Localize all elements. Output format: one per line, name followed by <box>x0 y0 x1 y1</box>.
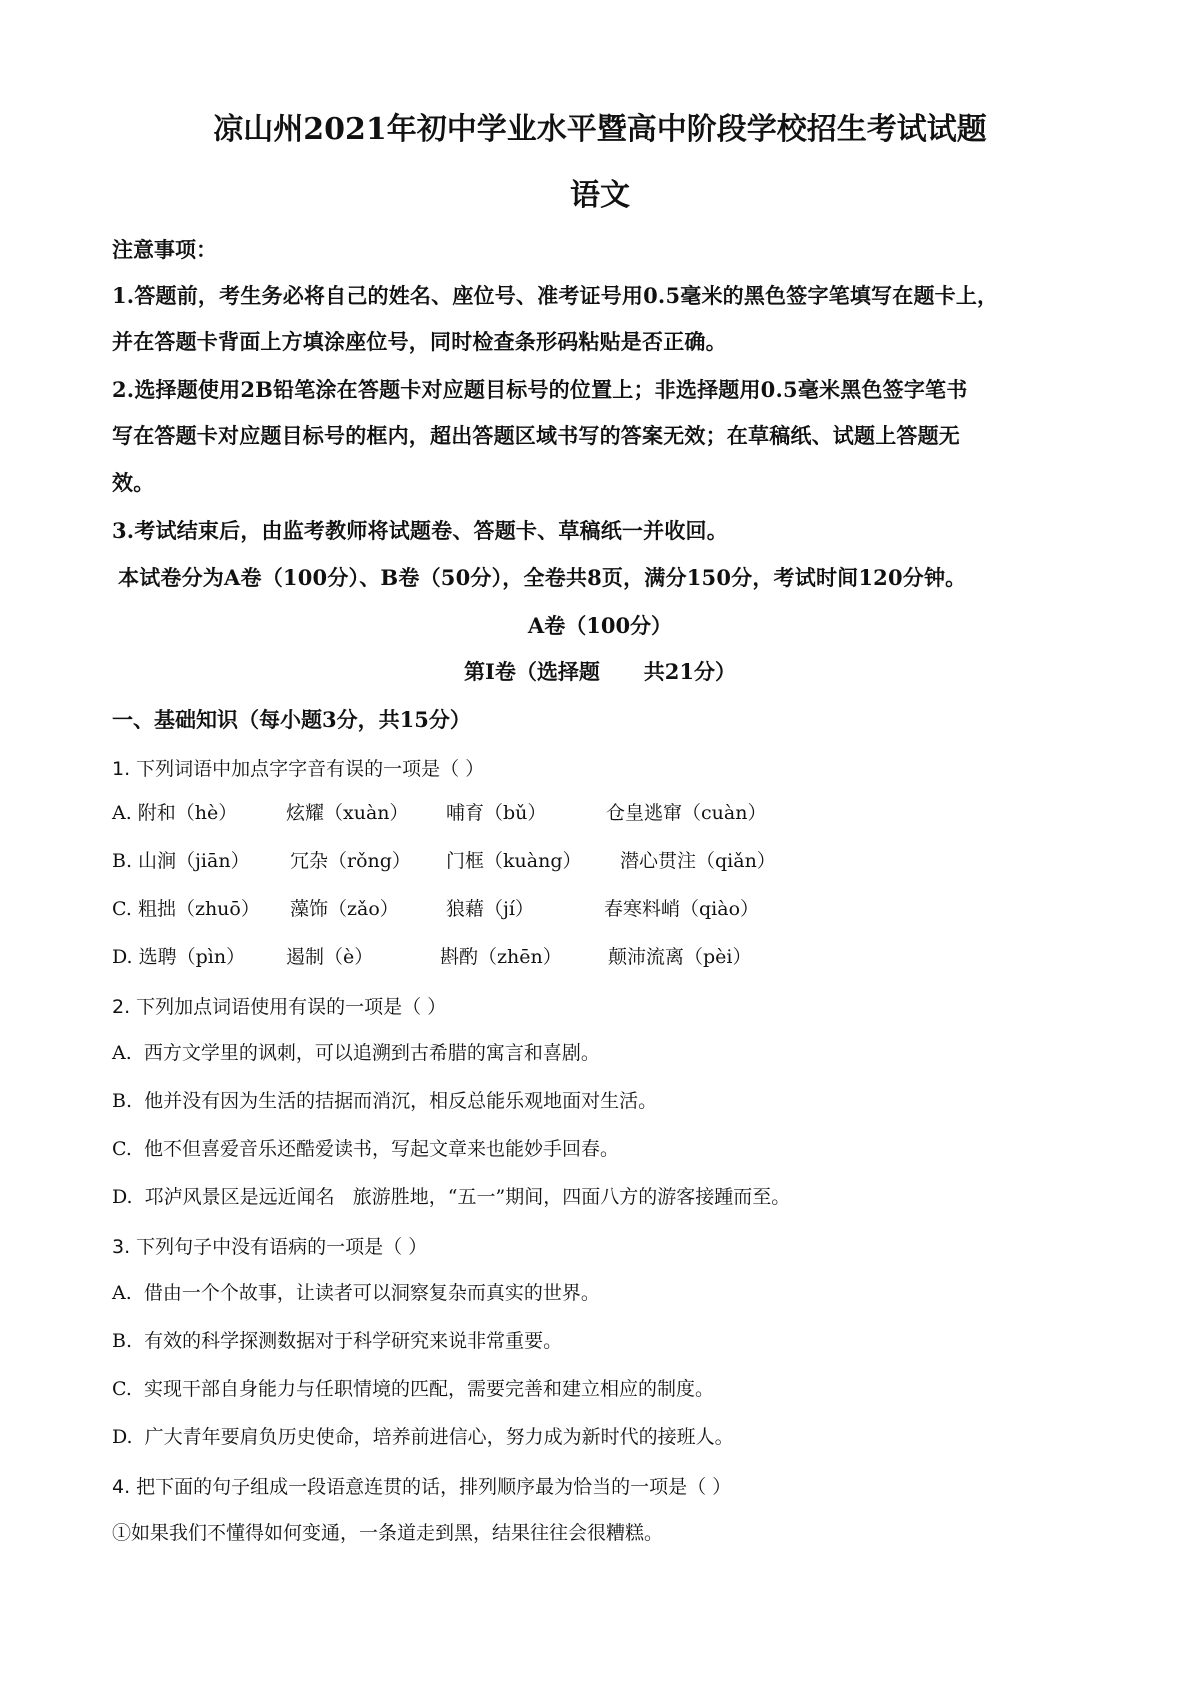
option-item: 藻饰（zǎo） <box>290 898 399 920</box>
option-item: 狼藉（jí） <box>446 898 534 920</box>
option-item: D. 选聘（pìn） <box>112 946 246 968</box>
section-1-heading: 一、基础知识（每小题3分，共15分） <box>112 707 471 732</box>
notice-line: 并在答题卡背面上方填涂座位号，同时检查条形码粘贴是否正确。 <box>112 329 727 354</box>
question-3-option-d: D. 广大青年要肩负历史使命，培养前进信心，努力成为新时代的接班人。 <box>112 1426 734 1448</box>
option-item: 春寒料峭（qiào） <box>604 898 760 920</box>
option-item: 门框（kuàng） <box>446 850 582 872</box>
section-a-heading: A卷（100分） <box>527 613 673 638</box>
question-1-option-a <box>0 798 1200 826</box>
option-item: 仓皇逃窜（cuàn） <box>606 802 767 824</box>
option-item: B. 山涧（jiān） <box>112 850 250 872</box>
part-1-heading: 第Ⅰ卷（选择题 共21分） <box>464 659 736 684</box>
option-item: 遏制（è） <box>286 946 374 968</box>
question-2-option-d: D. 邛泸风景区是远近闻名 旅游胜地，“五一”期间，四面八方的游客接踵而至。 <box>112 1186 791 1208</box>
question-2-option-b: B. 他并没有因为生活的拮据而消沉，相反总能乐观地面对生活。 <box>112 1090 658 1112</box>
option-item: 颠沛流离（pèi） <box>608 946 752 968</box>
option-item: C. 粗拙（zhuō） <box>112 898 260 920</box>
notice-heading: 注意事项： <box>112 237 217 262</box>
question-2-option-a: A. 西方文学里的讽刺，可以追溯到古希腊的寓言和喜剧。 <box>112 1042 600 1064</box>
option-item: 哺育（bǔ） <box>446 802 547 824</box>
option-item: 冗杂（rǒng） <box>290 850 411 872</box>
question-1-option-c <box>0 894 1200 922</box>
option-item: 斟酌（zhēn） <box>440 946 562 968</box>
notice-line: 2.选择题使用2B铅笔涂在答题卡对应题目标号的位置上；非选择题用0.5毫米黑色签字笔书 <box>112 377 968 402</box>
notice-line: 效。 <box>112 470 155 495</box>
question-3-stem: 3. 下列句子中没有语病的一项是（ ） <box>112 1236 428 1258</box>
option-item: 炫耀（xuàn） <box>286 802 409 824</box>
paper-info: 本试卷分为A卷（100分）、B卷（50分），全卷共8页，满分150分，考试时间120分钟。 <box>118 565 967 590</box>
notice-line: 3.考试结束后，由监考教师将试题卷、答题卡、草稿纸一并收回。 <box>112 518 728 543</box>
notice-line: 1.答题前，考生务必将自己的姓名、座位号、准考证号用0.5毫米的黑色签字笔填写在题卡上， <box>112 283 999 308</box>
option-item: 潜心贯注（qiǎn） <box>620 850 776 872</box>
question-3-option-c: C. 实现干部自身能力与任职情境的匹配，需要完善和建立相应的制度。 <box>112 1378 714 1400</box>
question-1-option-d <box>0 942 1200 970</box>
question-1-stem: 1. 下列词语中加点字字音有误的一项是（ ） <box>112 758 485 780</box>
question-4-stem: 4. 把下面的句子组成一段语意连贯的话，排列顺序最为恰当的一项是（ ） <box>112 1476 732 1498</box>
question-2-option-c: C. 他不但喜爱音乐还酷爱读书，写起文章来也能妙手回春。 <box>112 1138 619 1160</box>
question-3-option-b: B. 有效的科学探测数据对于科学研究来说非常重要。 <box>112 1330 563 1352</box>
question-1-option-b <box>0 846 1200 874</box>
notice-line: 写在答题卡对应题目标号的框内，超出答题区域书写的答案无效；在草稿纸、试题上答题无 <box>112 423 960 448</box>
exam-title: 凉山州2021年初中学业水平暨高中阶段学校招生考试试题 <box>213 112 987 147</box>
question-4-sentence-1: ①如果我们不懂得如何变通，一条道走到黑，结果往往会很糟糕。 <box>112 1522 664 1544</box>
question-3-option-a: A. 借由一个个故事，让读者可以洞察复杂而真实的世界。 <box>112 1282 600 1304</box>
question-2-stem: 2. 下列加点词语使用有误的一项是（ ） <box>112 996 447 1018</box>
option-item: A. 附和（hè） <box>112 802 238 824</box>
subject-title: 语文 <box>570 178 630 213</box>
